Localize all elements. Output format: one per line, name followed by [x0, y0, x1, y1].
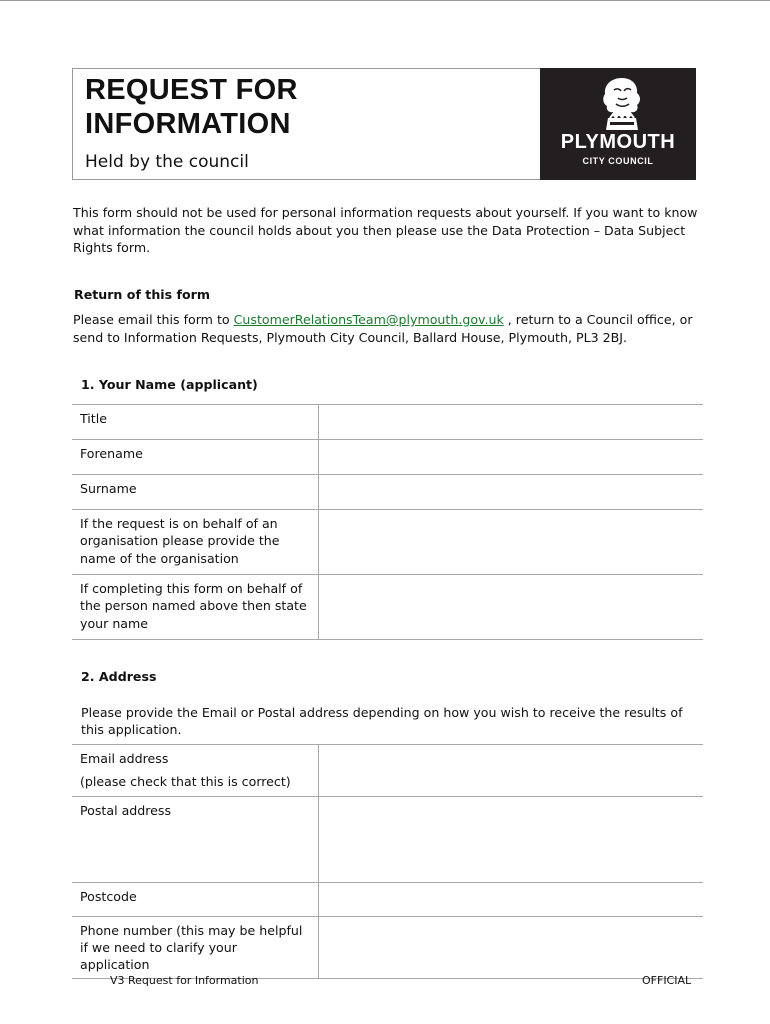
- table-row: [72, 440, 703, 475]
- return-text-before: Please email this form to: [73, 312, 234, 327]
- table-row: [72, 405, 703, 440]
- table-row: [72, 796, 703, 882]
- field-label-phone: Phone number (this may be helpful if we need to clarify your application: [72, 916, 318, 979]
- table-row: [72, 475, 703, 510]
- title-field[interactable]: [318, 405, 703, 440]
- email-label: Email address: [80, 751, 169, 766]
- surname-field[interactable]: [318, 475, 703, 510]
- return-text-after: , return to a Council office, or send to Information Requests, Plymouth City Council, Ballard House, Plymouth, PL3 2BJ.: [73, 312, 693, 345]
- email-note: (please check that this is correct): [80, 774, 291, 790]
- footer-classification: OFFICIAL: [642, 974, 692, 987]
- section1-heading: 1. Your Name (applicant): [81, 377, 258, 392]
- applicant-name-table: [72, 404, 703, 640]
- field-label-organisation: If the request is on behalf of an organisation please provide the name of the organisation: [72, 510, 318, 575]
- field-label-email: [72, 745, 318, 797]
- field-label-agent-name: If completing this form on behalf of the person named above then state your name: [72, 575, 318, 640]
- top-rule: [0, 0, 770, 1]
- page-title: [85, 73, 298, 141]
- field-label-forename: Forename: [72, 440, 318, 475]
- email-field[interactable]: [318, 745, 703, 797]
- postcode-field[interactable]: [318, 882, 703, 916]
- phone-field[interactable]: [318, 916, 703, 979]
- table-row: [72, 882, 703, 916]
- return-form-heading: Return of this form: [74, 287, 210, 302]
- intro-paragraph: This form should not be used for personal information requests about yourself. If you want to know what information the council holds about you then please use the Data Protection – Data Subject Rights form.: [73, 205, 698, 255]
- organisation-field[interactable]: [318, 510, 703, 575]
- table-row: [72, 575, 703, 640]
- forename-field[interactable]: [318, 440, 703, 475]
- logo-subtitle: CITY COUNCIL: [582, 156, 654, 166]
- field-label-postal-address: Postal address: [72, 796, 318, 882]
- title-line-1: REQUEST FOR: [85, 74, 298, 106]
- lion-crest-icon: [596, 76, 648, 132]
- logo-name: PLYMOUTH: [560, 131, 676, 153]
- postal-address-field[interactable]: [318, 796, 703, 882]
- field-label-postcode: Postcode: [72, 882, 318, 916]
- table-row: [72, 745, 703, 797]
- address-table: [72, 744, 703, 979]
- plymouth-logo: [540, 68, 696, 180]
- table-row: [72, 510, 703, 575]
- footer-document-name: V3 Request for Information: [110, 974, 259, 987]
- form-header: [72, 68, 696, 180]
- table-row: [72, 916, 703, 979]
- email-link[interactable]: CustomerRelationsTeam@plymouth.gov.uk: [233, 312, 504, 327]
- return-form-text: [73, 311, 708, 346]
- field-label-title: Title: [72, 405, 318, 440]
- page-subtitle: Held by the council: [85, 152, 249, 172]
- field-label-surname: Surname: [72, 475, 318, 510]
- section2-intro: Please provide the Email or Postal address depending on how you wish to receive the results of this application.: [81, 705, 683, 737]
- section2-heading: 2. Address: [81, 669, 157, 684]
- agent-name-field[interactable]: [318, 575, 703, 640]
- title-line-2: INFORMATION: [85, 108, 291, 140]
